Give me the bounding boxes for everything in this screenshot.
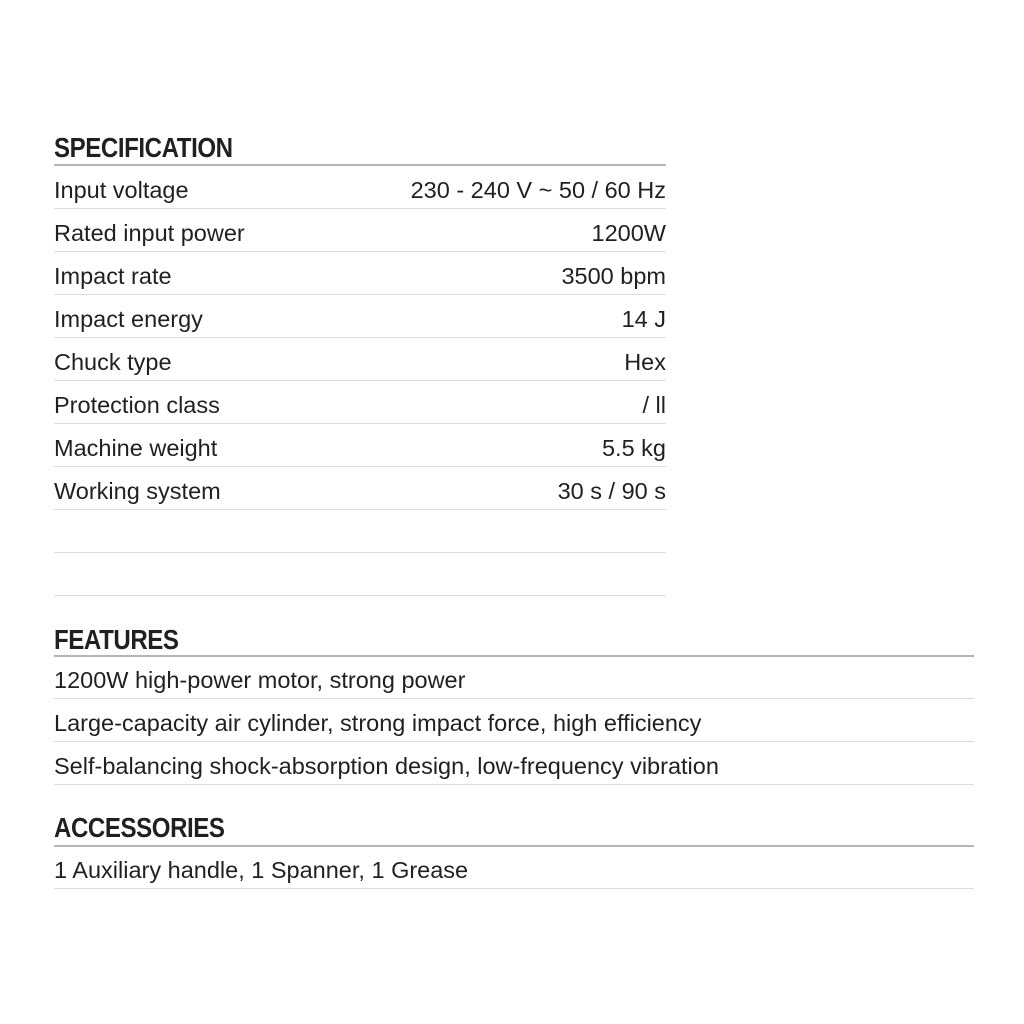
spec-label: Impact energy (54, 306, 203, 332)
spec-row-working-system (54, 467, 666, 510)
feature-text: Self-balancing shock-absorption design, low-frequency vibration (54, 753, 719, 779)
spec-row-impact-energy (54, 295, 666, 338)
spec-row-impact-rate (54, 252, 666, 295)
spec-value: Hex (624, 349, 666, 375)
spec-row-protection-class (54, 381, 666, 424)
spec-value: / ll (642, 392, 666, 418)
spec-row-input-voltage (54, 166, 666, 209)
spec-value: 230 - 240 V ~ 50 / 60 Hz (410, 177, 666, 203)
spec-row-rated-input-power (54, 209, 666, 252)
spec-value: 14 J (621, 306, 666, 332)
feature-item (54, 699, 974, 742)
spec-value: 5.5 kg (601, 435, 666, 461)
spec-row-empty (54, 510, 666, 553)
spec-value: 3500 bpm (561, 263, 666, 289)
accessory-text: 1 Auxiliary handle, 1 Spanner, 1 Grease (54, 857, 469, 883)
feature-text: 1200W high-power motor, strong power (54, 667, 466, 693)
spec-label: Chuck type (54, 349, 172, 375)
feature-text: Large-capacity air cylinder, strong impact force, high efficiency (54, 710, 702, 736)
feature-item (54, 742, 974, 785)
spec-label: Protection class (54, 392, 220, 418)
spec-value: 30 s / 90 s (557, 478, 666, 504)
spec-label: Impact rate (54, 263, 172, 289)
spec-label: Machine weight (54, 435, 218, 461)
spec-value: 1200W (591, 220, 666, 246)
spec-label: Input voltage (54, 177, 189, 203)
feature-item (54, 656, 974, 699)
spec-label: Working system (54, 478, 221, 504)
accessory-item (54, 846, 974, 889)
spec-row-chuck-type (54, 338, 666, 381)
spec-row-empty (54, 553, 666, 596)
spec-label: Rated input power (54, 220, 245, 246)
accessories-heading: ACCESSORIES (54, 812, 225, 843)
spec-row-machine-weight (54, 424, 666, 467)
features-heading: FEATURES (54, 624, 179, 655)
specification-heading: SPECIFICATION (54, 132, 233, 163)
